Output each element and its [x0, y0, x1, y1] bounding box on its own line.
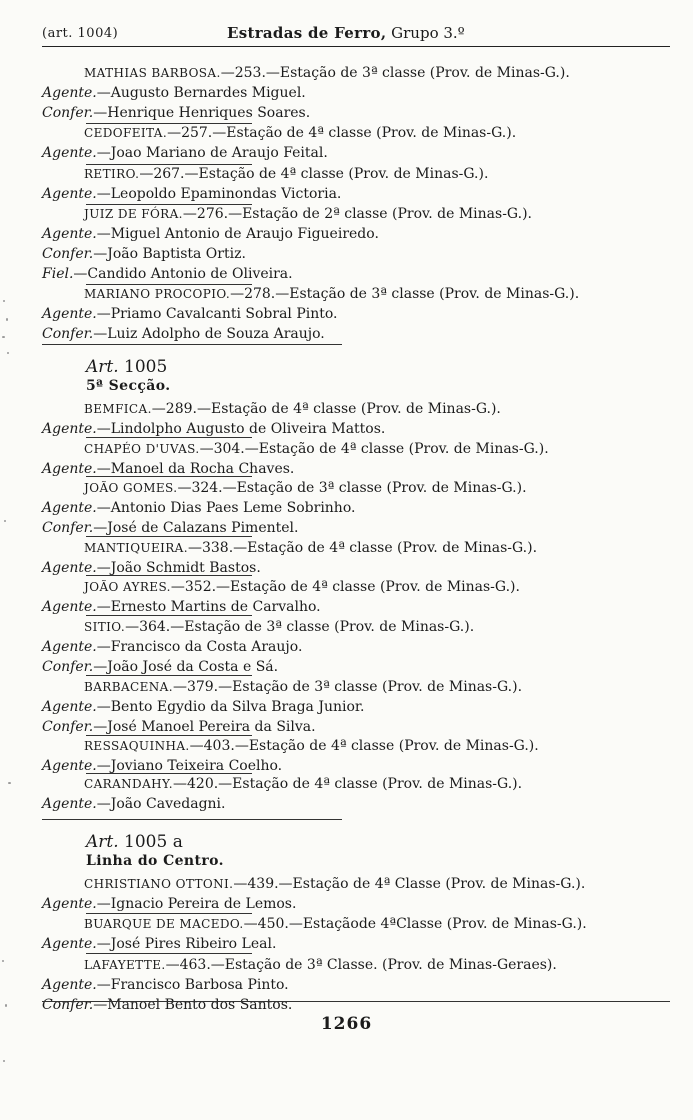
- staff-role: Agente.: [42, 226, 97, 242]
- staff-line: [0, 84, 693, 104]
- staff-role: Confer.: [42, 719, 94, 735]
- station-line: [0, 285, 693, 305]
- station-line: [0, 479, 693, 499]
- staff-line: [0, 265, 693, 285]
- staff-role: Agente.: [42, 936, 97, 952]
- section-heading: 5ª Secção.: [86, 378, 171, 394]
- station-entry: [0, 479, 693, 539]
- running-header: [42, 24, 654, 44]
- station-desc: —304.—Estação de 4ª classe (Prov. de Minas-G.).: [199, 441, 549, 457]
- station-name: CARANDAHY.: [84, 777, 173, 791]
- station-entry: [0, 678, 693, 738]
- staff-role: Agente.: [42, 639, 97, 655]
- staff-name: —Candido Antonio de Oliveira.: [73, 266, 293, 282]
- header-group: Grupo 3.º: [391, 24, 465, 42]
- station-entry: [0, 64, 693, 124]
- station-name: JOÃO AYRES.: [84, 580, 171, 594]
- staff-line: [0, 185, 693, 205]
- station-entry: [0, 165, 693, 205]
- section-heading: Linha do Centro.: [86, 853, 224, 869]
- entry-separator: [86, 536, 252, 537]
- station-entry: [0, 618, 693, 678]
- station-line: [0, 875, 693, 895]
- station-line: [0, 165, 693, 185]
- entry-separator: [86, 773, 252, 774]
- entry-separator: [86, 953, 252, 954]
- staff-role: Fiel.: [42, 266, 74, 282]
- staff-role: Agente.: [42, 85, 97, 101]
- station-desc: —278.—Estação de 3ª classe (Prov. de Minas-G.).: [230, 286, 580, 302]
- entry-separator: [86, 615, 252, 616]
- station-line: [0, 915, 693, 935]
- station-line: [0, 618, 693, 638]
- staff-line: [0, 976, 693, 996]
- staff-name: —Miguel Antonio de Araujo Figueiredo.: [96, 226, 379, 242]
- station-line: [0, 956, 693, 976]
- station-name: BARBACENA.: [84, 680, 173, 694]
- station-desc: —379.—Estação de 3ª classe (Prov. de Minas-G.).: [172, 679, 523, 695]
- staff-role: Agente.: [42, 421, 97, 437]
- staff-name: —Augusto Bernardes Miguel.: [96, 85, 306, 101]
- station-line: [0, 124, 693, 144]
- station-line: [0, 578, 693, 598]
- article-heading: [86, 832, 183, 852]
- station-name: JOÃO GOMES.: [84, 481, 178, 495]
- staff-name: —Luiz Adolpho de Souza Araujo.: [93, 326, 325, 342]
- station-desc: —420.—Estação de 4ª classe (Prov. de Minas-G.).: [173, 776, 523, 792]
- staff-name: —Manoel da Rocha Chaves.: [96, 461, 295, 477]
- header-title: [227, 24, 465, 42]
- staff-line: [0, 499, 693, 519]
- station-desc: —267.—Estação de 4ª classe (Prov. de Minas-G.).: [139, 166, 489, 182]
- station-name: RESSAQUINHA.: [84, 739, 190, 753]
- staff-name: —Joviano Teixeira Coelho.: [96, 758, 283, 774]
- station-line: [0, 64, 693, 84]
- staff-name: —Ignacio Pereira de Lemos.: [96, 896, 297, 912]
- staff-name: —Lindolpho Augusto de Oliveira Mattos.: [96, 421, 386, 437]
- staff-line: [0, 305, 693, 325]
- staff-line: [0, 104, 693, 124]
- staff-role: Confer.: [42, 997, 94, 1013]
- station-entry: [0, 578, 693, 618]
- staff-line: [0, 144, 693, 164]
- station-desc: —338.—Estação de 4ª classe (Prov. de Minas-G.).: [187, 540, 538, 556]
- station-line: [0, 440, 693, 460]
- staff-name: —Manoel Bento dos Santos.: [93, 997, 293, 1013]
- entry-separator: [86, 476, 252, 477]
- page-number: 1266: [320, 1014, 373, 1034]
- section-rule: [42, 819, 342, 820]
- staff-role: Agente.: [42, 977, 97, 993]
- staff-line: [0, 757, 693, 777]
- staff-name: —Ernesto Martins de Carvalho.: [96, 599, 321, 615]
- staff-name: —Antonio Dias Paes Leme Sobrinho.: [96, 500, 356, 516]
- article-prefix: Art.: [86, 832, 119, 852]
- staff-line: [0, 638, 693, 658]
- staff-role: Agente.: [42, 306, 97, 322]
- station-desc: —324.—Estação de 3ª classe (Prov. de Minas-G.).: [177, 480, 527, 496]
- margin-speckle: [0, 0, 12, 1120]
- station-name: LAFAYETTE.: [84, 958, 166, 972]
- station-desc: —439.—Estação de 4ª Classe (Prov. de Minas-G.).: [233, 876, 586, 892]
- staff-role: Agente.: [42, 461, 97, 477]
- station-name: CEDOFEITA.: [84, 126, 168, 140]
- article-number: 1005: [124, 357, 168, 377]
- staff-line: [0, 698, 693, 718]
- staff-name: —José de Calazans Pimentel.: [93, 520, 299, 536]
- staff-name: —Bento Egydio da Silva Braga Junior.: [96, 699, 365, 715]
- staff-role: Agente.: [42, 560, 97, 576]
- staff-line: [0, 996, 693, 1016]
- staff-role: Agente.: [42, 186, 97, 202]
- staff-role: Agente.: [42, 796, 97, 812]
- station-name: BUARQUE DE MACEDO.: [84, 917, 244, 931]
- station-entry: [0, 775, 693, 815]
- station-entry: [0, 205, 693, 285]
- station-entry: [0, 285, 693, 345]
- staff-line: [0, 559, 693, 579]
- station-name: MANTIQUEIRA.: [84, 541, 188, 555]
- staff-name: —José Pires Ribeiro Leal.: [96, 936, 277, 952]
- station-desc: —289.—Estação de 4ª classe (Prov. de Minas-G.).: [151, 401, 501, 417]
- staff-name: —Leopoldo Epaminondas Victoria.: [96, 186, 342, 202]
- station-desc: —364.—Estação de 3ª classe (Prov. de Minas-G.).: [125, 619, 475, 635]
- staff-line: [0, 935, 693, 955]
- staff-role: Agente.: [42, 699, 97, 715]
- bottom-rule: [42, 1001, 670, 1002]
- staff-line: [0, 325, 693, 345]
- staff-name: —Joao Mariano de Araujo Feital.: [96, 145, 328, 161]
- station-line: [0, 775, 693, 795]
- station-name: CHAPÉO D'UVAS.: [84, 442, 200, 456]
- entry-separator: [86, 575, 252, 576]
- header-article-ref: (art. 1004): [42, 26, 119, 41]
- staff-name: —João Cavedagni.: [96, 796, 226, 812]
- station-desc: —463.—Estação de 3ª Classe. (Prov. de Minas-Geraes).: [165, 957, 557, 973]
- staff-line: [0, 895, 693, 915]
- staff-line: [0, 460, 693, 480]
- station-line: [0, 737, 693, 757]
- staff-role: Agente.: [42, 500, 97, 516]
- station-name: BEMFICA.: [84, 402, 152, 416]
- staff-name: —João Baptista Ortiz.: [93, 246, 246, 262]
- staff-line: [0, 795, 693, 815]
- entry-separator: [86, 913, 252, 914]
- header-rule: [42, 46, 670, 47]
- station-entry: [0, 400, 693, 440]
- station-desc: —276.—Estação de 2ª classe (Prov. de Minas-G.).: [182, 206, 532, 222]
- station-entry: [0, 915, 693, 955]
- station-entry: [0, 737, 693, 777]
- entry-separator: [86, 437, 252, 438]
- staff-name: —Henrique Henriques Soares.: [93, 105, 311, 121]
- staff-line: [0, 245, 693, 265]
- station-desc: —450.—Estaçãode 4ªClasse (Prov. de Minas-G.).: [243, 916, 587, 932]
- staff-name: —Priamo Cavalcanti Sobral Pinto.: [96, 306, 338, 322]
- article-prefix: Art.: [86, 357, 119, 377]
- section-rule: [42, 344, 342, 345]
- staff-name: —Francisco da Costa Araujo.: [96, 639, 303, 655]
- staff-role: Agente.: [42, 758, 97, 774]
- staff-name: —João Schmidt Bastos.: [96, 560, 261, 576]
- staff-role: Agente.: [42, 896, 97, 912]
- station-desc: —352.—Estação de 4ª classe (Prov. de Minas-G.).: [170, 579, 520, 595]
- station-entry: [0, 875, 693, 915]
- staff-role: Agente.: [42, 599, 97, 615]
- staff-role: Confer.: [42, 326, 94, 342]
- entry-separator: [86, 735, 252, 736]
- staff-role: Confer.: [42, 105, 94, 121]
- station-desc: —257.—Estação de 4ª classe (Prov. de Minas-G.).: [167, 125, 517, 141]
- station-line: [0, 400, 693, 420]
- station-name: MARIANO PROCOPIO.: [84, 287, 231, 301]
- station-entry: [0, 124, 693, 164]
- station-name: SITIO.: [84, 620, 126, 634]
- staff-line: [0, 225, 693, 245]
- station-name: CHRISTIANO OTTONI.: [84, 877, 234, 891]
- staff-role: Confer.: [42, 246, 94, 262]
- station-line: [0, 205, 693, 225]
- station-name: RETIRO.: [84, 167, 140, 181]
- station-line: [0, 539, 693, 559]
- article-heading: [86, 357, 167, 377]
- station-entry: [0, 956, 693, 1016]
- station-entry: [0, 539, 693, 579]
- station-entry: [0, 440, 693, 480]
- station-name: MATHIAS BARBOSA.: [84, 66, 221, 80]
- staff-name: —José Manoel Pereira da Silva.: [93, 719, 316, 735]
- station-line: [0, 678, 693, 698]
- article-number: 1005 a: [124, 832, 183, 852]
- station-name: JUIZ DE FÓRA.: [84, 207, 183, 221]
- entry-separator: [86, 675, 252, 676]
- staff-role: Confer.: [42, 659, 94, 675]
- station-desc: —403.—Estação de 4ª classe (Prov. de Minas-G.).: [189, 738, 539, 754]
- staff-role: Agente.: [42, 145, 97, 161]
- staff-name: —João José da Costa e Sá.: [93, 659, 279, 675]
- staff-name: —Francisco Barbosa Pinto.: [96, 977, 289, 993]
- staff-role: Confer.: [42, 520, 94, 536]
- station-desc: —253.—Estação de 3ª classe (Prov. de Minas-G.).: [220, 65, 570, 81]
- header-title-main: Estradas de Ferro,: [227, 24, 387, 42]
